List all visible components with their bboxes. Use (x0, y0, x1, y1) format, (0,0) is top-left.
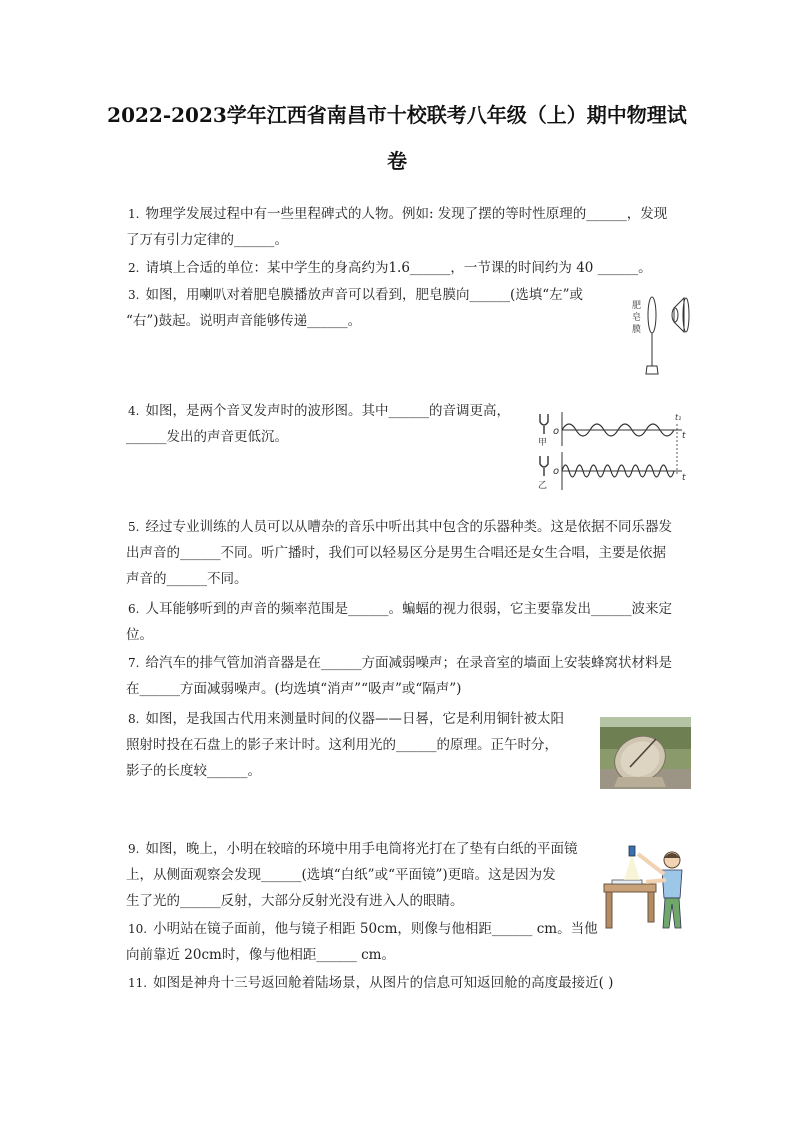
axis-t-label-a: t (682, 431, 686, 441)
boy-shirt (662, 870, 682, 898)
question-8 (128, 706, 598, 784)
axis-origin-a: o (553, 426, 560, 437)
soap-film-label-1: 肥 (632, 301, 642, 311)
question-9 (128, 836, 598, 914)
axis-origin-b: o (553, 466, 560, 477)
question-line: 上，从侧面观察会发现______(选填“白纸”或“平面镜”)更暗。这是因为发 (126, 867, 556, 883)
question-line: 5. 经过专业训练的人员可以从嘈杂的音乐中听出其中包含的乐器种类。这是依据不同乐器发 (128, 519, 672, 535)
question-number: 10. (128, 922, 148, 936)
title-line-1: 2022-2023学年江西省南昌市十校联考八年级（上）期中物理试 (107, 103, 687, 127)
question-line: 7. 给汽车的排气管加消音器是在______方面减弱噪声；在录音室的墙面上安装蜂窝状材料是 (128, 655, 672, 671)
question-2 (128, 255, 698, 281)
question-line: 影子的长度较______。 (126, 763, 261, 779)
mirror (612, 880, 642, 884)
tuning-fork-icon (540, 456, 548, 467)
waveform-figure (536, 408, 692, 496)
question-11 (128, 970, 698, 996)
page-title (90, 92, 704, 184)
question-line: 8. 如图，是我国古代用来测量时间的仪器——日晷，它是利用铜针被太阳 (128, 711, 564, 727)
question-line: 6. 人耳能够听到的声音的频率范围是______。蝙蝠的视力很弱，它主要靠发出______波来定 (128, 601, 672, 617)
soap-film-label-3: 膜 (632, 325, 642, 335)
question-number: 6. (128, 602, 140, 616)
question-number: 4. (128, 404, 140, 418)
question-number: 8. (128, 712, 140, 726)
question-number: 1. (128, 207, 140, 221)
soap-film-figure (618, 290, 698, 380)
question-line: ______发出的声音更低沉。 (126, 429, 288, 445)
question-7 (128, 650, 698, 702)
question-number: 7. (128, 656, 140, 670)
axis-t1-label: t₁ (675, 413, 682, 422)
question-number: 2. (128, 261, 140, 275)
question-line: 生了光的______反射，大部分反射光没有进入人的眼睛。 (126, 893, 464, 909)
question-10 (128, 916, 598, 968)
question-line: “右”)鼓起。说明声音能够传递______。 (126, 313, 362, 329)
table (604, 884, 656, 892)
fork-a-label: 甲 (538, 438, 548, 448)
axis-t-label-b: t (682, 473, 686, 483)
question-line: 3. 如图，用喇叭对着肥皂膜播放声音可以看到，肥皂膜向______(选填“左”或 (128, 287, 584, 303)
sundial-photo (600, 717, 691, 789)
title-line-2: 卷 (387, 149, 407, 173)
boy-pants (663, 898, 681, 928)
question-line: 在______方面减弱噪声。(均选填“消声”“吸声”或“隔声”) (126, 681, 462, 697)
question-line: 2. 请填上合适的单位：某中学生的身高约为1.6______，一节课的时间约为 40 ______。 (128, 260, 652, 276)
question-line: 位。 (126, 627, 153, 643)
fork-b-label: 乙 (538, 481, 548, 491)
tuning-fork-icon (540, 414, 548, 425)
question-line: 4. 如图，是两个音叉发声时的波形图。其中______的音调更高， (128, 403, 510, 419)
question-line: 11. 如图是神舟十三号返回舱着陆场景，从图片的信息可知返回舱的高度最接近( ) (128, 975, 614, 991)
soap-film-ring (648, 297, 656, 333)
soap-film-label-2: 皂 (632, 313, 642, 323)
question-1 (128, 201, 698, 253)
question-line: 照射时投在石盘上的影子来计时。这利用光的______的原理。正午时分， (126, 737, 558, 753)
question-3 (128, 282, 618, 334)
question-line: 了万有引力定律的______。 (126, 232, 288, 248)
question-number: 5. (128, 520, 140, 534)
question-line: 10. 小明站在镜子面前，他与镜子相距 50cm，则像与他相距______ cm。当他 (128, 921, 598, 937)
question-line: 1. 物理学发展过程中有一些里程碑式的人物。例如: 发现了摆的等时性原理的______，发现 (128, 206, 668, 222)
question-4 (128, 398, 538, 450)
question-number: 11. (128, 976, 148, 990)
question-line: 出声音的______不同。听广播时，我们可以轻易区分是男生合唱还是女生合唱，主要是依据 (126, 545, 666, 561)
question-6 (128, 596, 698, 648)
question-5 (128, 514, 698, 592)
question-number: 3. (128, 288, 140, 302)
question-line: 9. 如图，晚上，小明在较暗的环境中用手电筒将光打在了垫有白纸的平面镜 (128, 841, 578, 857)
question-line: 声音的______不同。 (126, 571, 248, 587)
flashlight-icon (629, 846, 635, 856)
question-line: 向前靠近 20cm时，像与他相距______ cm。 (126, 947, 395, 963)
question-number: 9. (128, 842, 140, 856)
flashlight-figure (602, 844, 694, 930)
